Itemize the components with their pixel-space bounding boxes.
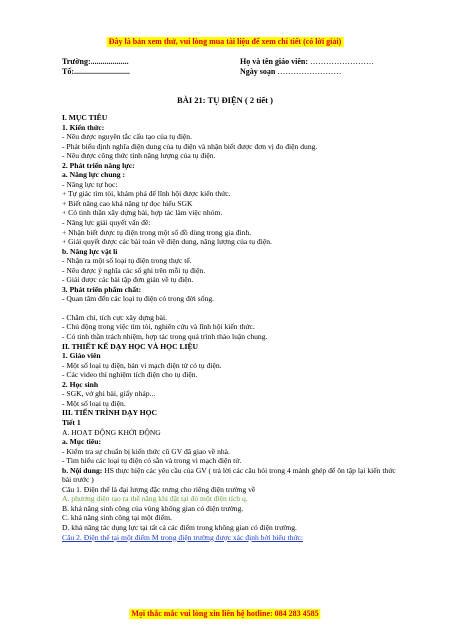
body-line: I. MỤC TIÊU xyxy=(62,113,108,122)
body-line: - Một số loại tụ điện, bản vi mạch điện tử có tụ điện. xyxy=(62,360,222,370)
body-line: - Giải được các bài tập đơn giản về tụ điện. xyxy=(62,275,194,285)
body-line: - Các video thí nghiệm tích điện cho tụ điện. xyxy=(62,370,198,380)
body-line: 1. Giáo viên xyxy=(62,351,101,361)
group-dots: ............................ xyxy=(74,67,130,76)
body-line: A. HOẠT ĐỘNG KHỞI ĐỘNG xyxy=(62,427,161,437)
body-line: Câu 1. Điện thế là đại lượng đặc trưng cho riêng điện trường về xyxy=(62,484,256,494)
body-line: + Có tinh thần xây dựng bài, hợp tác làm việc nhóm. xyxy=(62,208,223,218)
body-line: C. khả năng sinh công tại một điểm. xyxy=(62,513,172,523)
body-line: - Năng lực tự học: xyxy=(62,179,118,189)
body-line: - Có tinh thần trách nhiệm, hợp tác trong quá trình thảo luận chung. xyxy=(62,332,268,342)
body-line: - Nhận ra một số loại tụ điện trong thực tế. xyxy=(62,256,192,266)
body-line: II. THIẾT KẾ DẠY HỌC VÀ HỌC LIỆU xyxy=(62,341,199,351)
body-line: + Biết nâng cao khả năng tự đọc hiểu SGK xyxy=(62,198,193,208)
body-line: - Chăm chỉ, tích cực xây dựng bài. xyxy=(62,312,168,322)
lesson-title: BÀI 21: TỤ ĐIỆN ( 2 tiết ) xyxy=(177,95,273,105)
school-field xyxy=(62,57,129,67)
date-field xyxy=(240,67,341,77)
body-line: 2. Phát triển năng lực: xyxy=(62,160,135,170)
body-line: b. Nội dung: HS thực hiện các yêu cầu của GV ( trả lời các câu hỏi trong 4 mảnh ghép để ôn tập lại kiến thức bài trước ) xyxy=(62,465,396,485)
date-dots: …………………… xyxy=(277,67,342,76)
body-line: Câu 2. Điện thế tại một điểm M trong điện trường được xác định bởi biểu thức: xyxy=(62,532,303,542)
body-line: D. khả năng tác dụng lực tại tất cả các điểm trong không gian có điện trường. xyxy=(62,522,297,532)
preview-banner: Đây là bản xem thử, vui lòng mua tài liệu để xem chi tiết (có lời giải) xyxy=(108,37,342,46)
body-line: 1. Kiến thức: xyxy=(62,122,105,132)
body-line: B. khả năng sinh công của vùng không gian có điện trường. xyxy=(62,503,244,513)
body-line: - Năng lực giải quyết vấn đề: xyxy=(62,218,151,228)
body-line: - Kiểm tra sự chuẩn bị kiến thức cũ GV đã giao về nhà. xyxy=(62,446,230,456)
body-line: - Phát biểu định nghĩa điện dung của tụ điện và nhận biết được đơn vị đo điện dung. xyxy=(62,141,318,151)
teacher-dots: …………………… xyxy=(310,57,374,66)
teacher-label: Họ và tên giáo viên: xyxy=(240,57,308,66)
teacher-field xyxy=(240,57,374,67)
school-dots: ................... xyxy=(90,57,129,66)
body-line: III. TIẾN TRÌNH DẠY HỌC xyxy=(62,408,158,418)
body-line: - Nêu được ý nghĩa các số ghi trên mỗi tụ điện. xyxy=(62,265,206,275)
body-line: - Nêu được công thức tính năng lượng của tụ điện. xyxy=(62,151,216,161)
body-line: + Giải quyết được các bài toán về điện dung, năng lượng của tụ điện. xyxy=(62,237,272,247)
body-line: 3. Phát triển phẩm chất: xyxy=(62,284,142,294)
body-line: - Tìm hiểu các loại tụ điện có sẵn và trong vi mạch điện tử. xyxy=(62,456,242,466)
body-line: 2. Học sinh xyxy=(62,379,99,389)
date-label: Ngày soạn xyxy=(240,67,276,76)
body-line: b. Năng lực vật lí xyxy=(62,246,118,256)
school-label: Trường: xyxy=(62,57,91,66)
body-line: a. Năng lực chung : xyxy=(62,170,125,180)
body-line: - Quan tâm đến các loại tụ điện có trong đời sống. xyxy=(62,294,215,304)
body-line: + Nhận biết được tụ điện trong một số đồ dùng trong gia đình. xyxy=(62,227,252,237)
body-line: + Tự giác tìm tòi, khám phá để lĩnh hội được kiến thức. xyxy=(62,189,231,199)
body-line: - Một số loại tụ điện. xyxy=(62,398,126,408)
body-line: A. phương diện tạo ra thế năng khi đặt tại đó một điện tích q. xyxy=(62,494,248,504)
group-label: Tổ: xyxy=(62,67,74,76)
body-line: - SGK, vở ghi bài, giấy nháp... xyxy=(62,389,156,399)
group-field xyxy=(62,67,130,77)
hotline-banner: Mọi thắc mắc vui lòng xin liên hệ hotline: 084 283 4585 xyxy=(131,609,319,618)
body-line: - Chủ động trong việc tìm tòi, nghiên cứu và lĩnh hội kiến thức. xyxy=(62,322,255,332)
lesson-body xyxy=(62,113,402,542)
body-line: Tiết 1 xyxy=(62,417,81,427)
body-line: - Nêu được nguyên tắc cấu tạo của tụ điện. xyxy=(62,132,193,142)
body-line: a. Mục tiêu: xyxy=(62,437,102,447)
